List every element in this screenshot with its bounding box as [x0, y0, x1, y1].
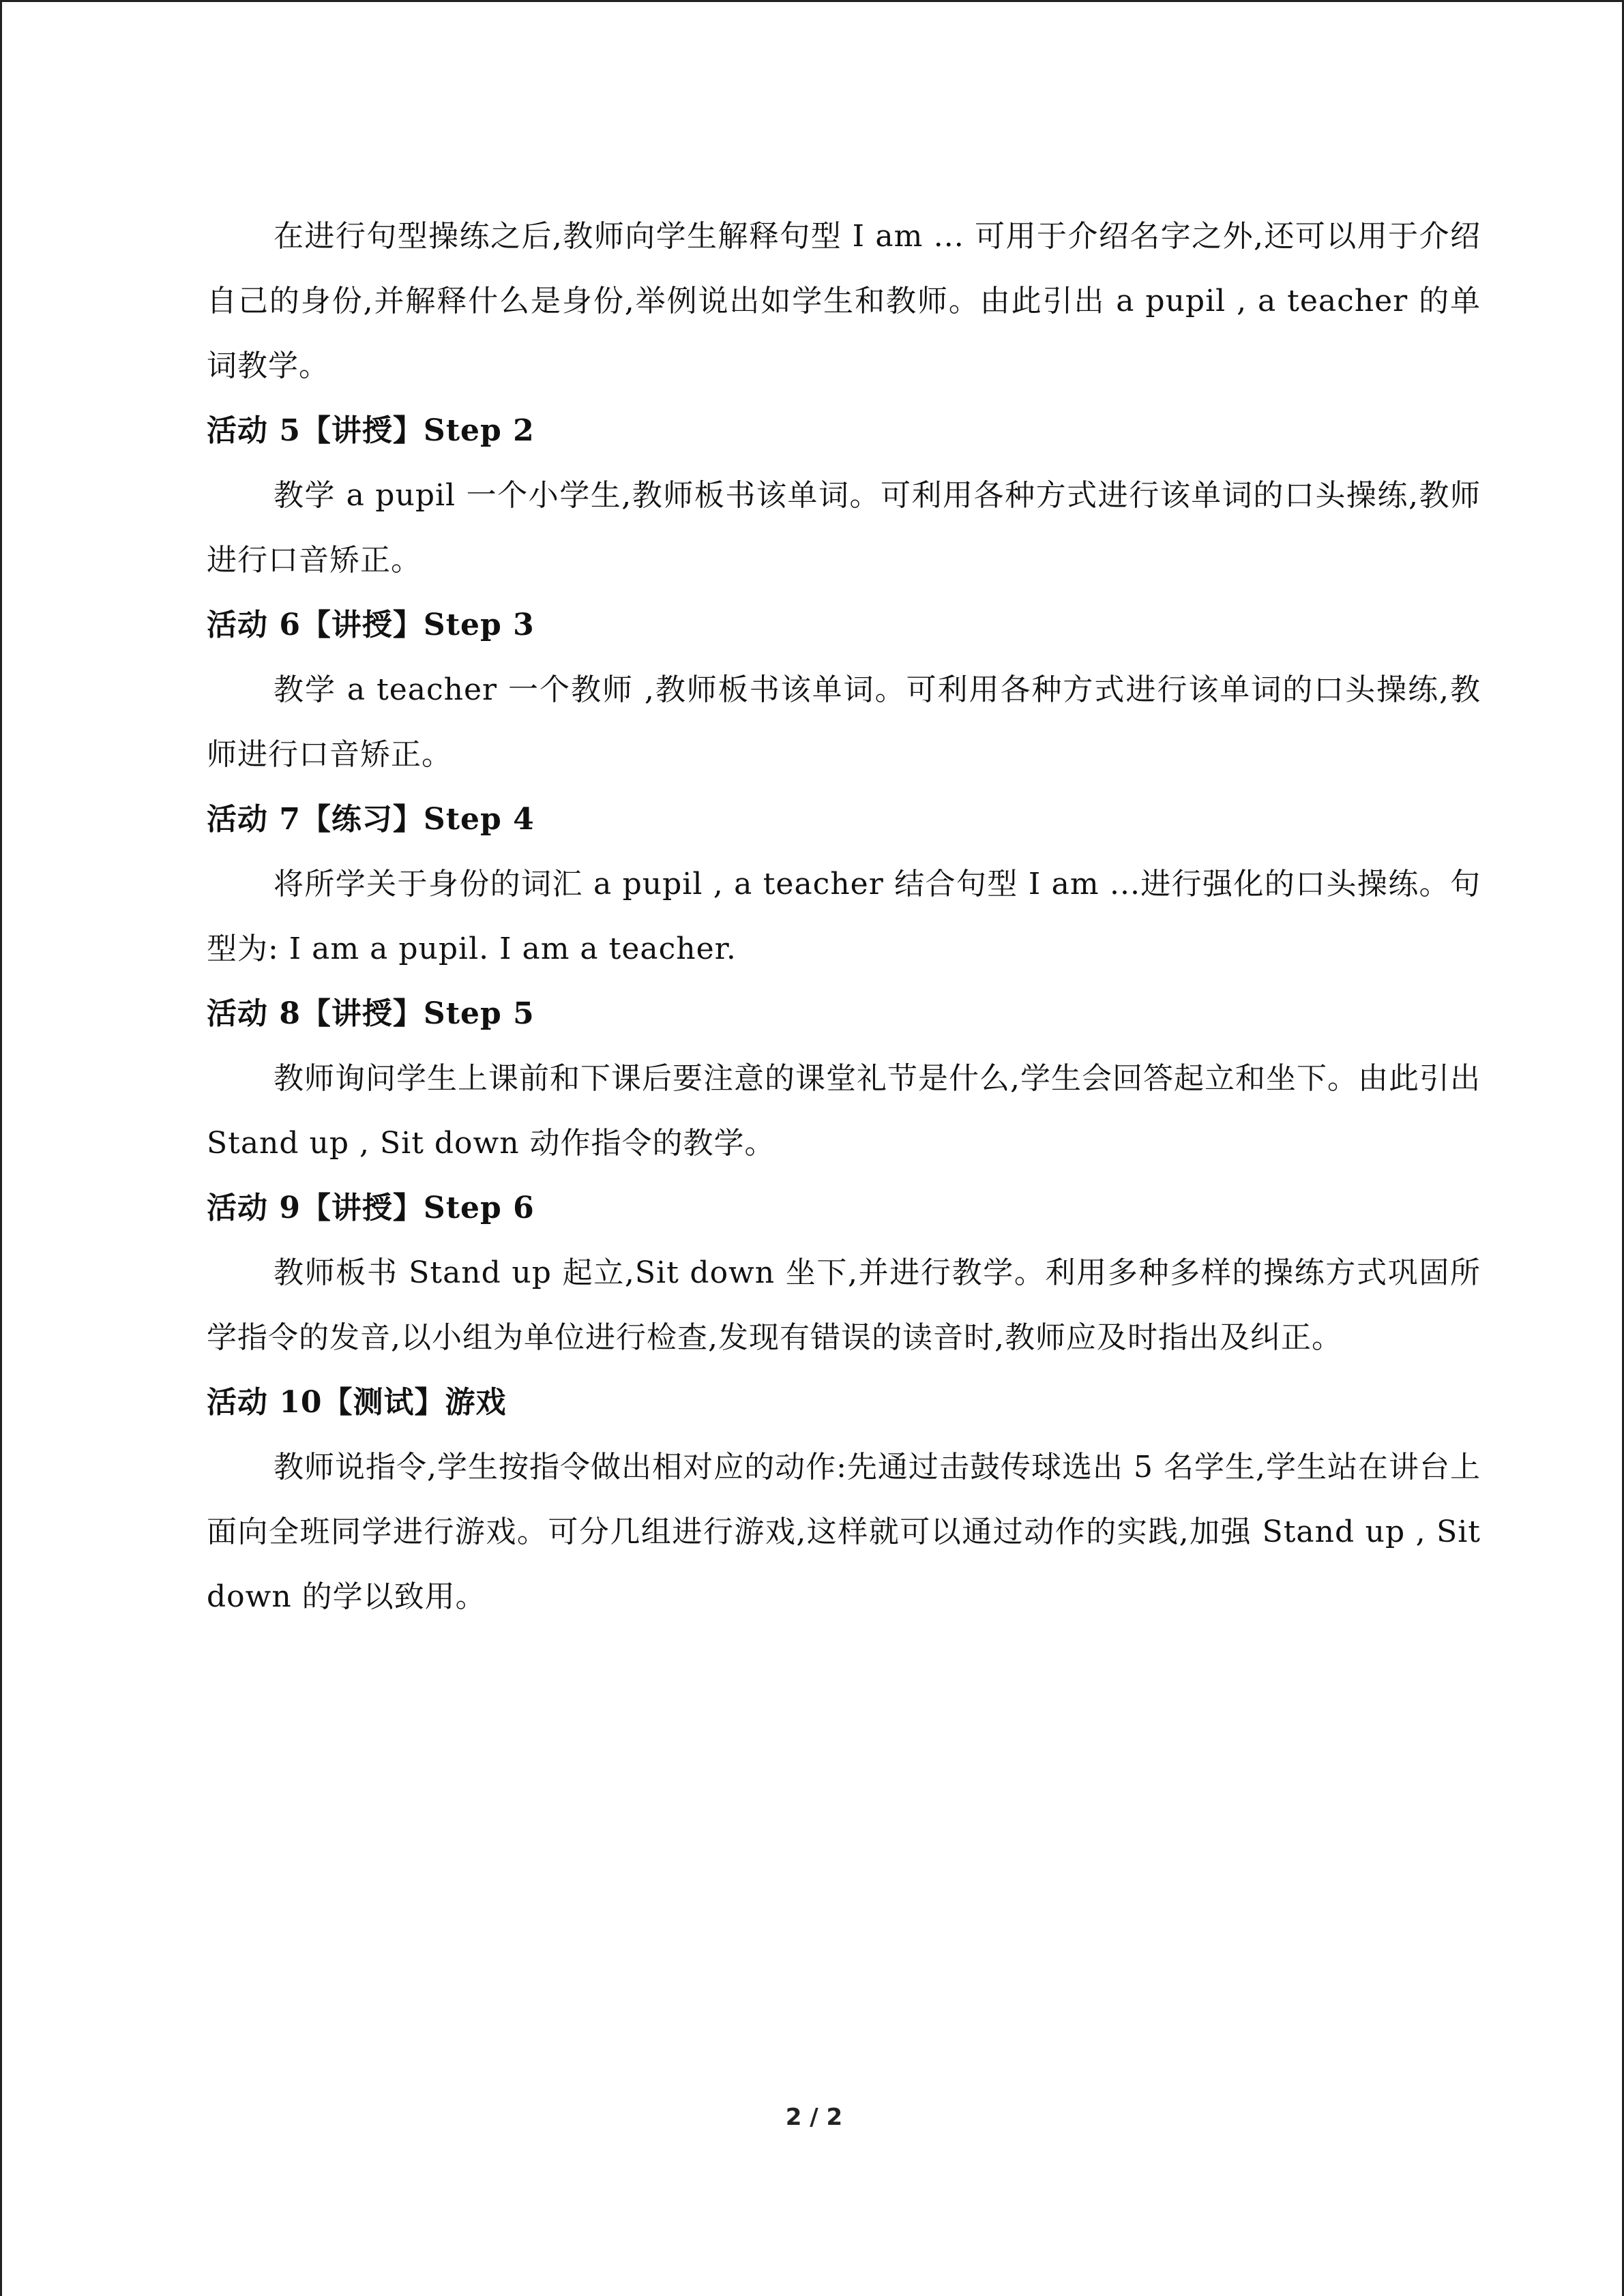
paragraph-activity-7: 将所学关于身份的词汇 a pupil , a teacher 结合句型 I am ...进行强化的口头操练。句型为: I am a pupil. I am a teacher.: [207, 867, 1481, 966]
heading-activity-7: 活动 7【练习】Step 4: [207, 802, 535, 837]
paragraph-activity-10: 教师说指令,学生按指令做出相对应的动作:先通过击鼓传球选出 5 名学生,学生站在讲台上面向全班同学进行游戏。可分几组进行游戏,这样就可以通过动作的实践,加强 Stand up , Sit down 的学以致用。: [207, 1450, 1481, 1614]
heading-activity-10: 活动 10【测试】游戏: [207, 1385, 507, 1420]
paragraph-intro: 在进行句型操练之后,教师向学生解释句型 I am ... 可用于介绍名字之外,还可以用于介绍自己的身份,并解释什么是身份,举例说出如学生和教师。由此引出 a pupil , a teacher 的单词教学。: [207, 219, 1481, 383]
document-content: [207, 204, 1481, 1629]
paragraph-activity-8: 教师询问学生上课前和下课后要注意的课堂礼节是什么,学生会回答起立和坐下。由此引出 Stand up , Sit down 动作指令的教学。: [207, 1061, 1481, 1161]
paragraph-activity-9: 教师板书 Stand up 起立,Sit down 坐下,并进行教学。利用多种多样的操练方式巩固所学指令的发音,以小组为单位进行检查,发现有错误的读音时,教师应及时指出及纠正。: [207, 1255, 1481, 1355]
heading-activity-8: 活动 8【讲授】Step 5: [207, 996, 535, 1031]
heading-activity-5: 活动 5【讲授】Step 2: [207, 413, 535, 448]
page-number: 2 / 2: [785, 2104, 843, 2131]
heading-activity-9: 活动 9【讲授】Step 6: [207, 1191, 535, 1225]
heading-activity-6: 活动 6【讲授】Step 3: [207, 608, 535, 642]
paragraph-activity-6: 教学 a teacher 一个教师 ,教师板书该单词。可利用各种方式进行该单词的口头操练,教师进行口音矫正。: [207, 672, 1481, 772]
paragraph-activity-5: 教学 a pupil 一个小学生,教师板书该单词。可利用各种方式进行该单词的口头操练,教师进行口音矫正。: [207, 478, 1481, 578]
